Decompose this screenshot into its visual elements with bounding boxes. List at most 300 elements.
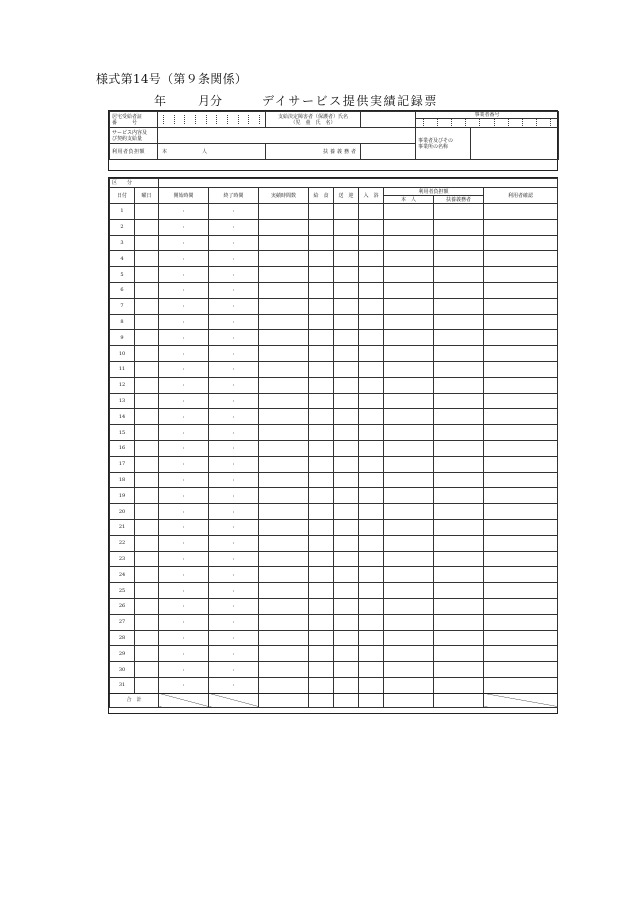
meal-field[interactable] [309, 583, 334, 599]
confirm-field[interactable] [484, 662, 558, 678]
burden-self-field[interactable] [384, 251, 434, 267]
transport-field[interactable] [334, 646, 359, 662]
burden-guardian-field[interactable] [434, 330, 484, 346]
actual-hours-field[interactable] [259, 519, 309, 535]
transport-field[interactable] [334, 361, 359, 377]
actual-hours-field[interactable] [259, 314, 309, 330]
weekday-field[interactable] [135, 583, 159, 599]
burden-guardian-field[interactable] [434, 519, 484, 535]
start-time-field[interactable]: : [159, 519, 209, 535]
actual-hours-field[interactable] [259, 298, 309, 314]
end-time-field[interactable]: : [209, 361, 259, 377]
end-time-field[interactable]: : [209, 662, 259, 678]
bath-field[interactable] [359, 314, 384, 330]
actual-hours-field[interactable] [259, 346, 309, 362]
burden-self-field[interactable] [384, 267, 434, 283]
burden-guardian-field[interactable] [434, 677, 484, 693]
confirm-field[interactable] [484, 583, 558, 599]
actual-hours-field[interactable] [259, 646, 309, 662]
end-time-field[interactable]: : [209, 504, 259, 520]
meal-field[interactable] [309, 346, 334, 362]
burden-self-field[interactable] [384, 219, 434, 235]
actual-hours-field[interactable] [259, 425, 309, 441]
provider-name-field[interactable] [471, 128, 559, 160]
actual-hours-field[interactable] [259, 614, 309, 630]
weekday-field[interactable] [135, 251, 159, 267]
meal-field[interactable] [309, 662, 334, 678]
end-time-field[interactable]: : [209, 488, 259, 504]
end-time-field[interactable]: : [209, 409, 259, 425]
start-time-field[interactable]: : [159, 393, 209, 409]
transport-field[interactable] [334, 282, 359, 298]
weekday-field[interactable] [135, 519, 159, 535]
confirm-field[interactable] [484, 330, 558, 346]
bath-field[interactable] [359, 204, 384, 220]
bath-field[interactable] [359, 598, 384, 614]
weekday-field[interactable] [135, 662, 159, 678]
end-time-field[interactable]: : [209, 219, 259, 235]
weekday-field[interactable] [135, 267, 159, 283]
end-time-field[interactable]: : [209, 235, 259, 251]
meal-field[interactable] [309, 251, 334, 267]
transport-field[interactable] [334, 235, 359, 251]
burden-self-field[interactable] [384, 583, 434, 599]
total-meal-field[interactable] [309, 693, 334, 707]
start-time-field[interactable]: : [159, 598, 209, 614]
weekday-field[interactable] [135, 282, 159, 298]
start-time-field[interactable]: : [159, 662, 209, 678]
actual-hours-field[interactable] [259, 535, 309, 551]
weekday-field[interactable] [135, 314, 159, 330]
confirm-field[interactable] [484, 630, 558, 646]
weekday-field[interactable] [135, 504, 159, 520]
start-time-field[interactable]: : [159, 440, 209, 456]
actual-hours-field[interactable] [259, 409, 309, 425]
confirm-field[interactable] [484, 535, 558, 551]
meal-field[interactable] [309, 519, 334, 535]
end-time-field[interactable]: : [209, 267, 259, 283]
burden-self-field[interactable] [384, 456, 434, 472]
transport-field[interactable] [334, 519, 359, 535]
confirm-field[interactable] [484, 488, 558, 504]
confirm-field[interactable] [484, 614, 558, 630]
start-time-field[interactable]: : [159, 267, 209, 283]
end-time-field[interactable]: : [209, 456, 259, 472]
meal-field[interactable] [309, 677, 334, 693]
actual-hours-field[interactable] [259, 235, 309, 251]
weekday-field[interactable] [135, 440, 159, 456]
transport-field[interactable] [334, 409, 359, 425]
burden-guardian-field[interactable] [434, 219, 484, 235]
actual-hours-field[interactable] [259, 377, 309, 393]
start-time-field[interactable]: : [159, 219, 209, 235]
weekday-field[interactable] [135, 630, 159, 646]
meal-field[interactable] [309, 488, 334, 504]
burden-guardian-field[interactable] [434, 251, 484, 267]
meal-field[interactable] [309, 598, 334, 614]
burden-self-field[interactable] [158, 144, 266, 160]
actual-hours-field[interactable] [259, 662, 309, 678]
burden-self-field[interactable] [384, 472, 434, 488]
start-time-field[interactable]: : [159, 377, 209, 393]
start-time-field[interactable]: : [159, 204, 209, 220]
meal-field[interactable] [309, 614, 334, 630]
end-time-field[interactable]: : [209, 630, 259, 646]
actual-hours-field[interactable] [259, 630, 309, 646]
confirm-field[interactable] [484, 519, 558, 535]
burden-self-field[interactable] [384, 551, 434, 567]
bath-field[interactable] [359, 425, 384, 441]
transport-field[interactable] [334, 440, 359, 456]
actual-hours-field[interactable] [259, 583, 309, 599]
confirm-field[interactable] [484, 456, 558, 472]
bath-field[interactable] [359, 393, 384, 409]
transport-field[interactable] [334, 251, 359, 267]
meal-field[interactable] [309, 456, 334, 472]
bath-field[interactable] [359, 346, 384, 362]
weekday-field[interactable] [135, 646, 159, 662]
actual-hours-field[interactable] [259, 204, 309, 220]
bath-field[interactable] [359, 267, 384, 283]
meal-field[interactable] [309, 235, 334, 251]
weekday-field[interactable] [135, 567, 159, 583]
transport-field[interactable] [334, 314, 359, 330]
start-time-field[interactable]: : [159, 361, 209, 377]
confirm-field[interactable] [484, 598, 558, 614]
burden-guardian-field[interactable] [434, 472, 484, 488]
actual-hours-field[interactable] [259, 677, 309, 693]
bath-field[interactable] [359, 614, 384, 630]
bath-field[interactable] [359, 456, 384, 472]
transport-field[interactable] [334, 598, 359, 614]
weekday-field[interactable] [135, 219, 159, 235]
confirm-field[interactable] [484, 425, 558, 441]
confirm-field[interactable] [484, 567, 558, 583]
bath-field[interactable] [359, 583, 384, 599]
weekday-field[interactable] [135, 393, 159, 409]
burden-self-field[interactable] [384, 330, 434, 346]
transport-field[interactable] [334, 346, 359, 362]
burden-self-field[interactable] [384, 409, 434, 425]
burden-guardian-field[interactable] [434, 235, 484, 251]
end-time-field[interactable]: : [209, 251, 259, 267]
end-time-field[interactable]: : [209, 598, 259, 614]
burden-guardian-field[interactable] [434, 314, 484, 330]
transport-field[interactable] [334, 298, 359, 314]
bath-field[interactable] [359, 219, 384, 235]
confirm-field[interactable] [484, 646, 558, 662]
actual-hours-field[interactable] [259, 488, 309, 504]
start-time-field[interactable]: : [159, 314, 209, 330]
confirm-field[interactable] [484, 204, 558, 220]
burden-self-field[interactable] [384, 535, 434, 551]
end-time-field[interactable]: : [209, 282, 259, 298]
burden-guardian-field[interactable] [434, 583, 484, 599]
transport-field[interactable] [334, 425, 359, 441]
meal-field[interactable] [309, 440, 334, 456]
actual-hours-field[interactable] [259, 267, 309, 283]
start-time-field[interactable]: : [159, 567, 209, 583]
end-time-field[interactable]: : [209, 535, 259, 551]
transport-field[interactable] [334, 614, 359, 630]
bath-field[interactable] [359, 662, 384, 678]
transport-field[interactable] [334, 677, 359, 693]
total-burden-guardian-field[interactable] [434, 693, 484, 707]
start-time-field[interactable]: : [159, 298, 209, 314]
start-time-field[interactable]: : [159, 330, 209, 346]
meal-field[interactable] [309, 535, 334, 551]
actual-hours-field[interactable] [259, 598, 309, 614]
weekday-field[interactable] [135, 425, 159, 441]
actual-hours-field[interactable] [259, 282, 309, 298]
burden-self-field[interactable] [384, 567, 434, 583]
weekday-field[interactable] [135, 488, 159, 504]
start-time-field[interactable]: : [159, 677, 209, 693]
burden-self-field[interactable] [384, 235, 434, 251]
transport-field[interactable] [334, 393, 359, 409]
start-time-field[interactable]: : [159, 251, 209, 267]
end-time-field[interactable]: : [209, 298, 259, 314]
transport-field[interactable] [334, 567, 359, 583]
start-time-field[interactable]: : [159, 346, 209, 362]
transport-field[interactable] [334, 662, 359, 678]
end-time-field[interactable]: : [209, 346, 259, 362]
weekday-field[interactable] [135, 204, 159, 220]
burden-guardian-field[interactable] [434, 409, 484, 425]
actual-hours-field[interactable] [259, 219, 309, 235]
burden-guardian-field[interactable] [434, 567, 484, 583]
meal-field[interactable] [309, 204, 334, 220]
burden-guardian-field[interactable] [434, 504, 484, 520]
meal-field[interactable] [309, 504, 334, 520]
transport-field[interactable] [334, 551, 359, 567]
meal-field[interactable] [309, 219, 334, 235]
confirm-field[interactable] [484, 377, 558, 393]
burden-guardian-field[interactable] [434, 361, 484, 377]
provider-number-field[interactable] [416, 119, 558, 127]
end-time-field[interactable]: : [209, 377, 259, 393]
recipient-name-field[interactable] [361, 112, 416, 128]
actual-hours-field[interactable] [259, 456, 309, 472]
burden-self-field[interactable] [384, 440, 434, 456]
burden-guardian-field[interactable] [434, 551, 484, 567]
actual-hours-field[interactable] [259, 472, 309, 488]
weekday-field[interactable] [135, 298, 159, 314]
weekday-field[interactable] [135, 677, 159, 693]
end-time-field[interactable]: : [209, 614, 259, 630]
weekday-field[interactable] [135, 361, 159, 377]
burden-guardian-field[interactable] [434, 393, 484, 409]
bath-field[interactable] [359, 298, 384, 314]
burden-guardian-field[interactable] [434, 282, 484, 298]
service-content-field[interactable] [158, 128, 416, 144]
actual-hours-field[interactable] [259, 504, 309, 520]
bath-field[interactable] [359, 330, 384, 346]
transport-field[interactable] [334, 204, 359, 220]
start-time-field[interactable]: : [159, 614, 209, 630]
end-time-field[interactable]: : [209, 519, 259, 535]
end-time-field[interactable]: : [209, 440, 259, 456]
meal-field[interactable] [309, 646, 334, 662]
total-burden-self-field[interactable] [384, 693, 434, 707]
actual-hours-field[interactable] [259, 330, 309, 346]
total-transport-field[interactable] [334, 693, 359, 707]
actual-hours-field[interactable] [259, 551, 309, 567]
start-time-field[interactable]: : [159, 282, 209, 298]
transport-field[interactable] [334, 488, 359, 504]
transport-field[interactable] [334, 535, 359, 551]
transport-field[interactable] [334, 456, 359, 472]
burden-self-field[interactable] [384, 504, 434, 520]
burden-guardian-field[interactable] [361, 144, 416, 160]
confirm-field[interactable] [484, 551, 558, 567]
start-time-field[interactable]: : [159, 456, 209, 472]
bath-field[interactable] [359, 504, 384, 520]
burden-self-field[interactable] [384, 425, 434, 441]
confirm-field[interactable] [484, 361, 558, 377]
meal-field[interactable] [309, 282, 334, 298]
bath-field[interactable] [359, 567, 384, 583]
weekday-field[interactable] [135, 409, 159, 425]
meal-field[interactable] [309, 425, 334, 441]
confirm-field[interactable] [484, 677, 558, 693]
bath-field[interactable] [359, 488, 384, 504]
meal-field[interactable] [309, 551, 334, 567]
meal-field[interactable] [309, 330, 334, 346]
start-time-field[interactable]: : [159, 409, 209, 425]
transport-field[interactable] [334, 504, 359, 520]
section-field[interactable] [159, 179, 558, 188]
end-time-field[interactable]: : [209, 472, 259, 488]
end-time-field[interactable]: : [209, 393, 259, 409]
total-bath-field[interactable] [359, 693, 384, 707]
actual-hours-field[interactable] [259, 440, 309, 456]
meal-field[interactable] [309, 361, 334, 377]
meal-field[interactable] [309, 298, 334, 314]
actual-hours-field[interactable] [259, 361, 309, 377]
confirm-field[interactable] [484, 314, 558, 330]
weekday-field[interactable] [135, 472, 159, 488]
weekday-field[interactable] [135, 614, 159, 630]
end-time-field[interactable]: : [209, 204, 259, 220]
weekday-field[interactable] [135, 346, 159, 362]
burden-guardian-field[interactable] [434, 662, 484, 678]
end-time-field[interactable]: : [209, 330, 259, 346]
transport-field[interactable] [334, 219, 359, 235]
actual-hours-field[interactable] [259, 251, 309, 267]
burden-self-field[interactable] [384, 377, 434, 393]
transport-field[interactable] [334, 472, 359, 488]
burden-guardian-field[interactable] [434, 630, 484, 646]
start-time-field[interactable]: : [159, 551, 209, 567]
bath-field[interactable] [359, 440, 384, 456]
start-time-field[interactable]: : [159, 583, 209, 599]
start-time-field[interactable]: : [159, 425, 209, 441]
burden-guardian-field[interactable] [434, 346, 484, 362]
start-time-field[interactable]: : [159, 646, 209, 662]
burden-self-field[interactable] [384, 361, 434, 377]
burden-self-field[interactable] [384, 598, 434, 614]
bath-field[interactable] [359, 409, 384, 425]
bath-field[interactable] [359, 535, 384, 551]
burden-guardian-field[interactable] [434, 614, 484, 630]
confirm-field[interactable] [484, 472, 558, 488]
burden-self-field[interactable] [384, 298, 434, 314]
weekday-field[interactable] [135, 456, 159, 472]
confirm-field[interactable] [484, 219, 558, 235]
confirm-field[interactable] [484, 393, 558, 409]
transport-field[interactable] [334, 583, 359, 599]
bath-field[interactable] [359, 630, 384, 646]
confirm-field[interactable] [484, 267, 558, 283]
burden-self-field[interactable] [384, 282, 434, 298]
weekday-field[interactable] [135, 598, 159, 614]
transport-field[interactable] [334, 630, 359, 646]
weekday-field[interactable] [135, 235, 159, 251]
end-time-field[interactable]: : [209, 567, 259, 583]
burden-guardian-field[interactable] [434, 598, 484, 614]
meal-field[interactable] [309, 630, 334, 646]
confirm-field[interactable] [484, 235, 558, 251]
burden-self-field[interactable] [384, 519, 434, 535]
bath-field[interactable] [359, 472, 384, 488]
start-time-field[interactable]: : [159, 488, 209, 504]
burden-guardian-field[interactable] [434, 425, 484, 441]
end-time-field[interactable]: : [209, 677, 259, 693]
end-time-field[interactable]: : [209, 583, 259, 599]
burden-guardian-field[interactable] [434, 646, 484, 662]
confirm-field[interactable] [484, 504, 558, 520]
bath-field[interactable] [359, 646, 384, 662]
confirm-field[interactable] [484, 346, 558, 362]
confirm-field[interactable] [484, 251, 558, 267]
bath-field[interactable] [359, 251, 384, 267]
burden-guardian-field[interactable] [434, 535, 484, 551]
transport-field[interactable] [334, 377, 359, 393]
bath-field[interactable] [359, 377, 384, 393]
end-time-field[interactable]: : [209, 551, 259, 567]
burden-self-field[interactable] [384, 614, 434, 630]
bath-field[interactable] [359, 282, 384, 298]
meal-field[interactable] [309, 409, 334, 425]
start-time-field[interactable]: : [159, 504, 209, 520]
confirm-field[interactable] [484, 409, 558, 425]
meal-field[interactable] [309, 472, 334, 488]
burden-self-field[interactable] [384, 346, 434, 362]
weekday-field[interactable] [135, 330, 159, 346]
weekday-field[interactable] [135, 551, 159, 567]
bath-field[interactable] [359, 361, 384, 377]
actual-hours-field[interactable] [259, 393, 309, 409]
meal-field[interactable] [309, 567, 334, 583]
burden-self-field[interactable] [384, 314, 434, 330]
transport-field[interactable] [334, 330, 359, 346]
burden-self-field[interactable] [384, 630, 434, 646]
burden-self-field[interactable] [384, 662, 434, 678]
start-time-field[interactable]: : [159, 535, 209, 551]
burden-self-field[interactable] [384, 204, 434, 220]
confirm-field[interactable] [484, 298, 558, 314]
end-time-field[interactable]: : [209, 425, 259, 441]
burden-self-field[interactable] [384, 488, 434, 504]
transport-field[interactable] [334, 267, 359, 283]
actual-hours-field[interactable] [259, 567, 309, 583]
bath-field[interactable] [359, 235, 384, 251]
end-time-field[interactable]: : [209, 314, 259, 330]
start-time-field[interactable]: : [159, 235, 209, 251]
burden-self-field[interactable] [384, 677, 434, 693]
burden-guardian-field[interactable] [434, 488, 484, 504]
